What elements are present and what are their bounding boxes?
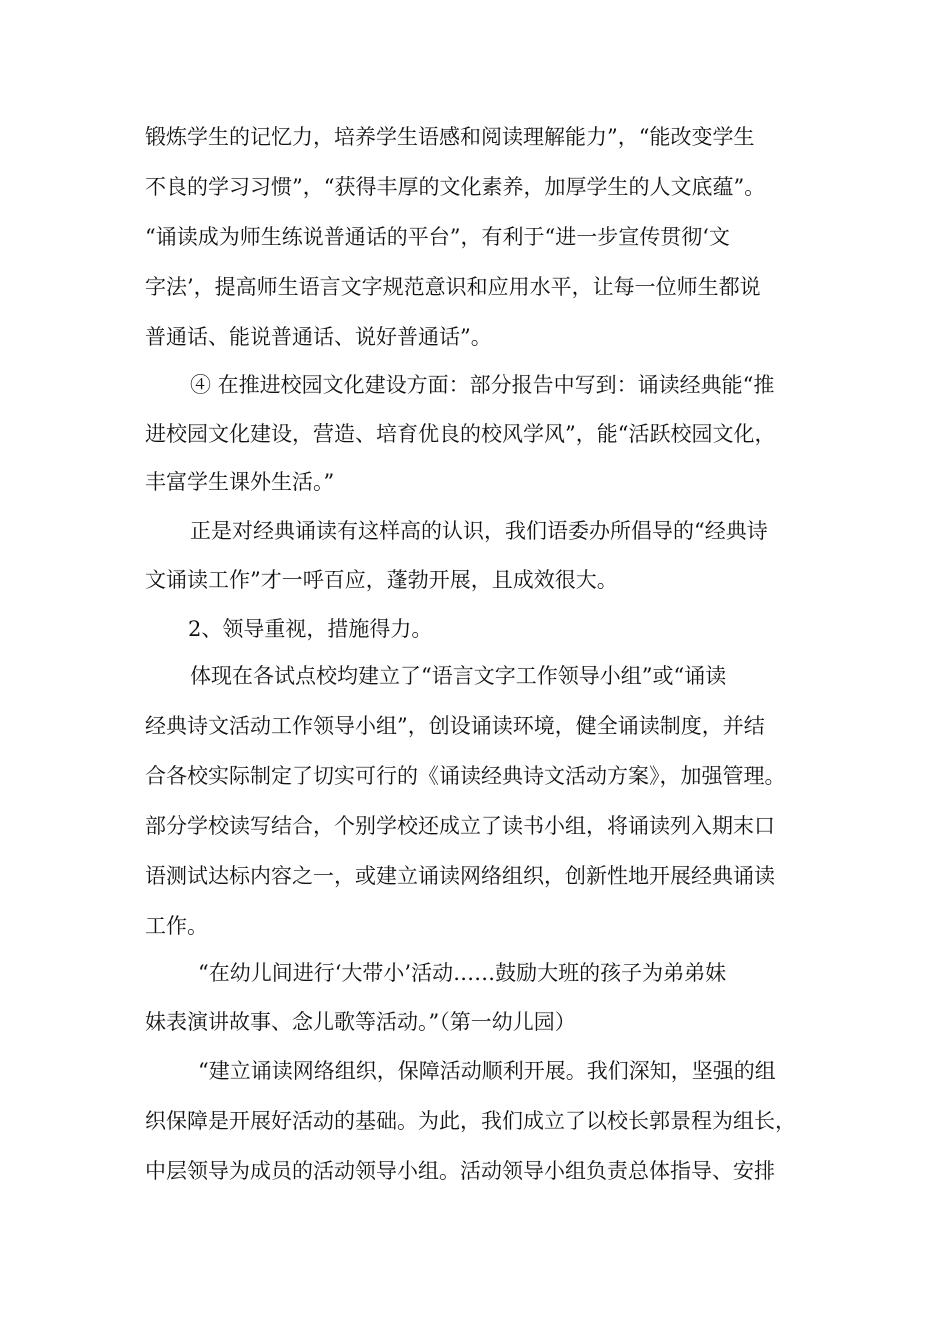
text-line: “在幼儿间进行‘大带小’活动……鼓励大班的孩子为弟弟妹 [198, 961, 727, 985]
text-line: 部分学校读写结合，个别学校还成立了读书小组，将诵读列入期末口 [145, 814, 775, 838]
text-line: “建立诵读网络组织，保障活动顺利开展。我们深知，坚强的组 [198, 1059, 776, 1083]
text-line: 工作。 [145, 914, 208, 938]
text-line: 妹表演讲故事、念儿歌等活动。”（第一幼儿园） [145, 1010, 576, 1034]
text-line: 织保障是开展好活动的基础。为此，我们成立了以校长郭景程为组长， [145, 1109, 796, 1133]
text-line: 2、领导重视，措施得力。 [188, 617, 433, 641]
text-line: ④ 在推进校园文化建设方面：部分报告中写到：诵读经典能“推 [190, 373, 775, 397]
text-line: 正是对经典诵读有这样高的认识，我们语委办所倡导的“经典诗 [190, 519, 768, 543]
text-line: “诵读成为师生练说普通话的平台”，有利于“进一步宣传贯彻‘文 [145, 225, 730, 249]
text-line: 合各校实际制定了切实可行的《诵读经典诗文活动方案》，加强管理。 [145, 764, 786, 788]
text-line: 普通话、能说普通话、说好普通话”。 [145, 325, 492, 349]
text-line: 不良的学习习惯”，“获得丰厚的文化素养，加厚学生的人文底蕴”。 [145, 175, 766, 199]
text-line: 字法’，提高师生语言文字规范意识和应用水平，让每一位师生都说 [145, 275, 761, 299]
text-line: 进校园文化建设，营造、培育优良的校风学风”，能“活跃校园文化， [145, 422, 776, 446]
text-line: 中层领导为成员的活动领导小组。活动领导小组负责总体指导、安排 [145, 1159, 775, 1183]
text-line: 语测试达标内容之一，或建立诵读网络组织，创新性地开展经典诵读 [145, 864, 775, 888]
text-line: 锻炼学生的记忆力，培养学生语感和阅读理解能力”，“能改变学生 [145, 125, 755, 149]
text-line: 文诵读工作”才一呼百应，蓬勃开展，且成效很大。 [145, 568, 618, 592]
text-line: 丰富学生课外生活。” [145, 470, 335, 494]
text-line: 体现在各试点校均建立了“语言文字工作领导小组”或“诵读 [190, 664, 727, 688]
text-line: 经典诗文活动工作领导小组”，创设诵读环境，健全诵读制度，并结 [145, 714, 765, 738]
